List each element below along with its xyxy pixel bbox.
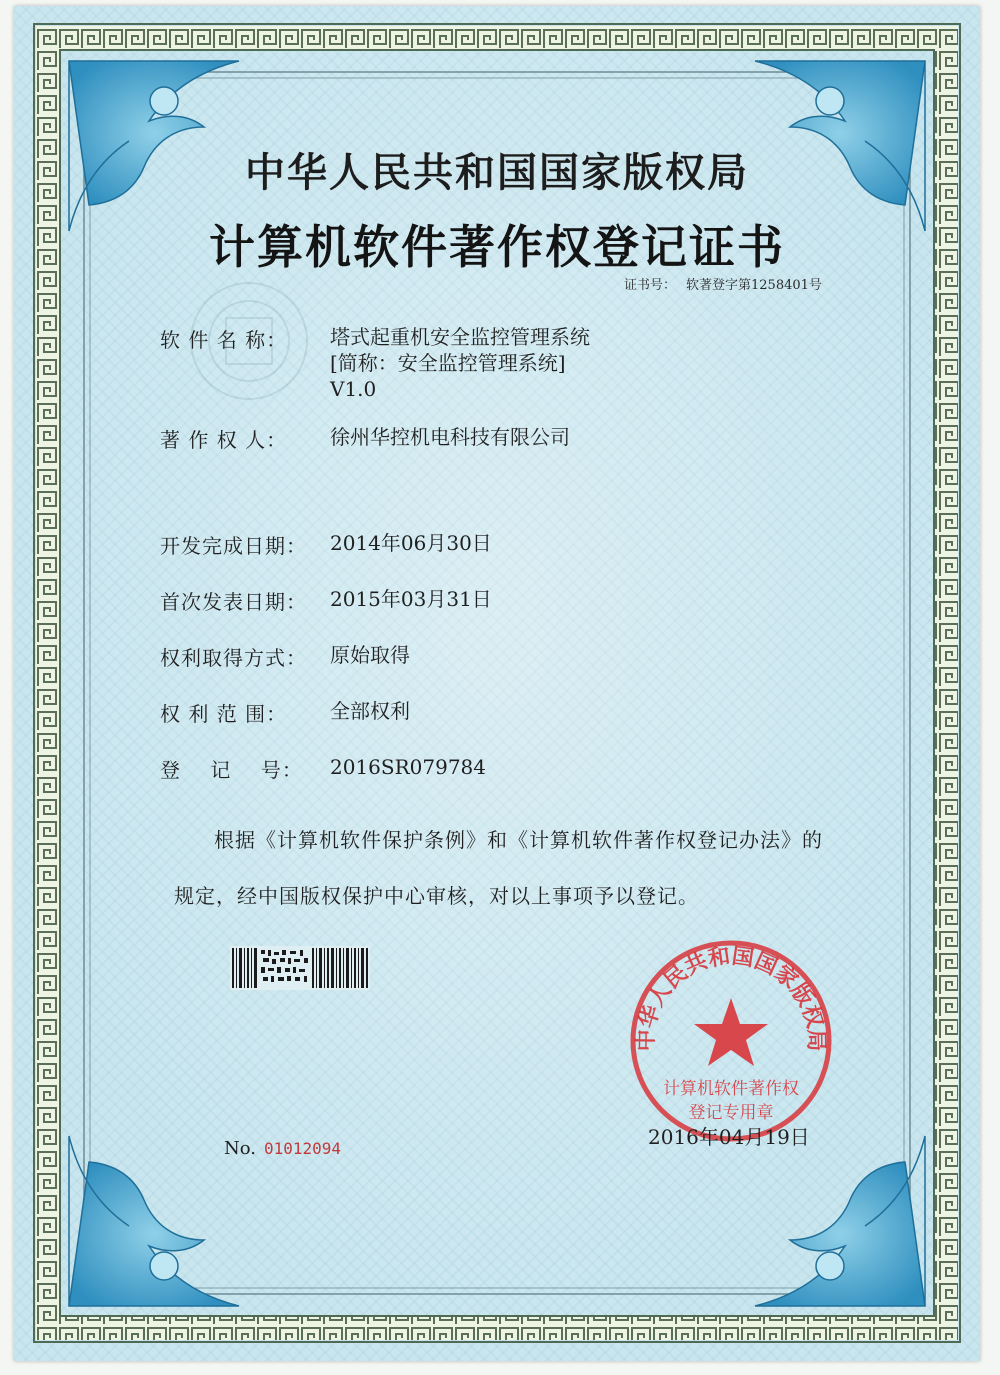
field-label: 首次发表日期： (160, 590, 307, 614)
field-label: 登 记 号： (160, 758, 303, 782)
field-registration-number (160, 754, 486, 783)
certificate-number-value: 软著登字第1258401号 (686, 278, 822, 293)
software-name-line1: 塔式起重机安全监控管理系统 (330, 325, 590, 349)
field-label: 著 作 权 人： (160, 428, 288, 452)
field-label: 软 件 名 称： (160, 328, 288, 352)
issue-date: 2016年04月19日 (648, 1125, 810, 1149)
certificate-number (624, 274, 822, 293)
seal-center-line1: 计算机软件著作权 (663, 1079, 799, 1099)
issuing-authority: 中华人民共和国国家版权局 (245, 149, 749, 196)
field-rights-scope (160, 698, 410, 727)
software-name-line2: [简称：安全监控管理系统] (330, 351, 566, 375)
seal-ring-text: 中华人民共和国国家版权局 (633, 943, 829, 1052)
field-label: 开发完成日期： (160, 534, 307, 558)
official-seal (626, 936, 836, 1146)
serial-number-value: 01012094 (264, 1139, 342, 1158)
seal-star-icon (694, 998, 768, 1066)
field-value: 2016SR079784 (330, 755, 487, 779)
field-owner (160, 424, 570, 453)
field-development-date (160, 530, 492, 559)
seal-center-line2: 登记专用章 (688, 1103, 774, 1123)
field-value: 徐州华控机电科技有限公司 (330, 425, 570, 449)
statement-line1: 根据《计算机软件保护条例》和《计算机软件著作权登记办法》的 (214, 828, 823, 852)
serial-number (224, 1138, 341, 1159)
field-software-name (160, 324, 590, 402)
field-publication-date (160, 586, 492, 615)
serial-number-label: No. (224, 1138, 256, 1159)
field-value: 2014年06月30日 (330, 531, 492, 555)
certificate-number-label: 证书号： (624, 278, 677, 293)
barcode-icon (230, 946, 370, 990)
field-value: 原始取得 (330, 643, 410, 667)
field-label: 权 利 范 围： (160, 702, 288, 726)
field-value: 全部权利 (330, 699, 410, 723)
certificate-title: 计算机软件著作权登记证书 (209, 220, 785, 274)
software-name-line3: V1.0 (330, 377, 377, 401)
statement-line2: 规定，经中国版权保护中心审核，对以上事项予以登记。 (174, 884, 699, 908)
field-label: 权利取得方式： (160, 646, 307, 670)
field-value: 2015年03月31日 (330, 587, 492, 611)
certificate-paper (14, 6, 980, 1361)
field-acquisition-method (160, 642, 410, 671)
